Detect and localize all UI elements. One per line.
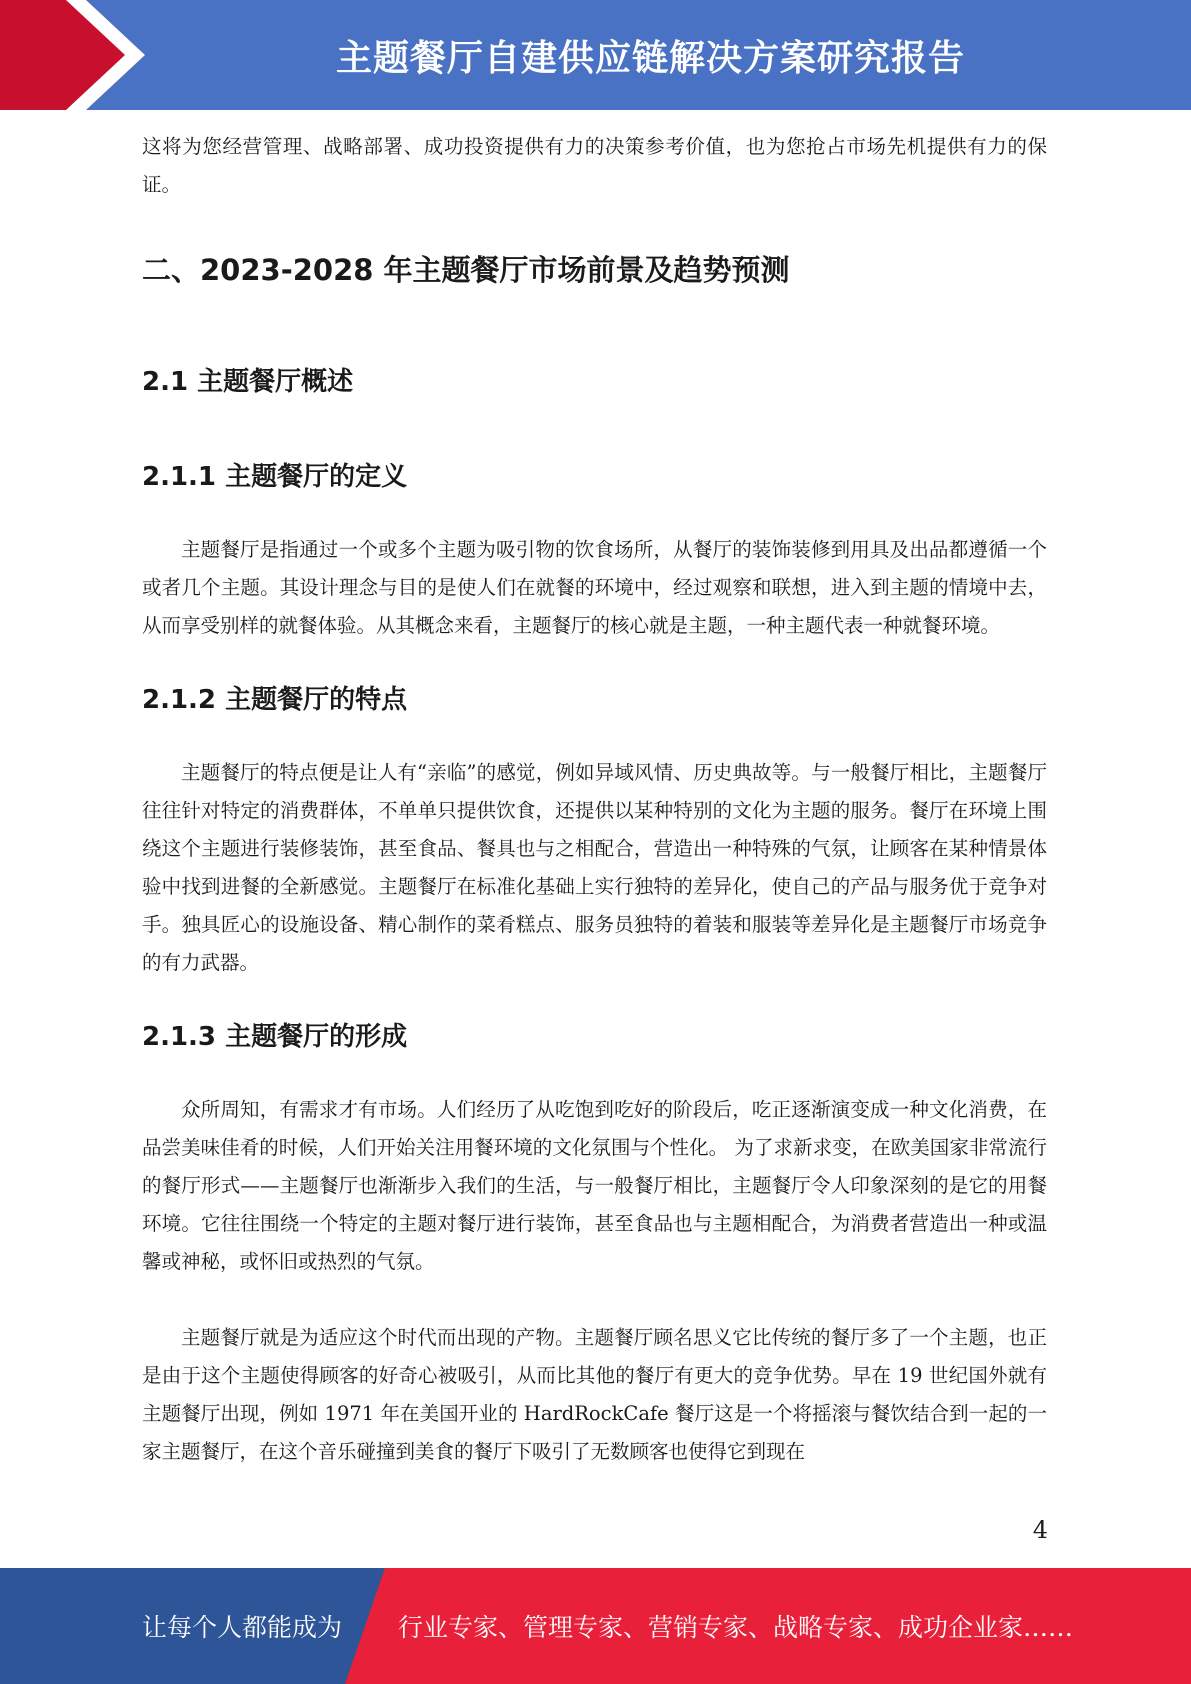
page-content bbox=[142, 128, 1047, 1471]
intro-paragraph: 这将为您经营管理、战略部署、成功投资提供有力的决策参考价值，也为您抢占市场先机提供有力的保证。 bbox=[142, 135, 1047, 196]
footer-slogan-right: 行业专家、管理专家、营销专家、战略专家、成功企业家…… bbox=[398, 1613, 1074, 1642]
section-heading: 二、2023-2028 年主题餐厅市场前景及趋势预测 bbox=[142, 253, 790, 287]
page-number: 4 bbox=[1032, 1516, 1048, 1544]
footer-slogan-left: 让每个人都能成为 bbox=[142, 1613, 343, 1642]
definition-paragraph: 主题餐厅是指通过一个或多个主题为吸引物的饮食场所，从餐厅的装饰装修到用具及出品都遵循一个或者几个主题。其设计理念与目的是使人们在就餐的环境中，经过观察和联想，进入到主题的情境中去，从而享受别样的就餐体验。从其概念来看，主题餐厅的核心就是主题，一种主题代表一种就餐环境。 bbox=[142, 538, 1047, 637]
page-footer bbox=[0, 1568, 1191, 1684]
report-title: 主题餐厅自建供应链解决方案研究报告 bbox=[335, 37, 965, 79]
subsubsection-heading-features: 2.1.2 主题餐厅的特点 bbox=[142, 685, 408, 715]
formation-paragraph-2: 主题餐厅就是为适应这个时代而出现的产物。主题餐厅顾名思义它比传统的餐厅多了一个主题，也正是由于这个主题使得顾客的好奇心被吸引，从而比其他的餐厅有更大的竞争优势。早在 19 世纪国外就有主题餐厅出现，例如 1971 年在美国开业的 HardRockCafe 餐厅这是一个将摇滚与餐饮结合到一起的一家主题餐厅，在这个音乐碰撞到美食的餐厅下吸引了无数顾客也使得它到现在 bbox=[142, 1326, 1047, 1463]
subsection-heading: 2.1 主题餐厅概述 bbox=[142, 367, 354, 397]
subsubsection-heading-formation: 2.1.3 主题餐厅的形成 bbox=[142, 1022, 408, 1052]
subsubsection-heading-definition: 2.1.1 主题餐厅的定义 bbox=[142, 462, 408, 492]
features-paragraph: 主题餐厅的特点便是让人有“亲临”的感觉，例如异域风情、历史典故等。与一般餐厅相比，主题餐厅往往针对特定的消费群体，不单单只提供饮食，还提供以某种特别的文化为主题的服务。餐厅在环境上围绕这个主题进行装修装饰，甚至食品、餐具也与之相配合，营造出一种特殊的气氛，让顾客在某种情景体验中找到进餐的全新感觉。主题餐厅在标准化基础上实行独特的差异化，使自己的产品与服务优于竞争对手。独具匠心的设施设备、精心制作的菜肴糕点、服务员独特的着装和服装等差异化是主题餐厅市场竞争的有力武器。 bbox=[142, 761, 1047, 974]
header-chevron-icon bbox=[0, 0, 160, 110]
formation-paragraph-1: 众所周知，有需求才有市场。人们经历了从吃饱到吃好的阶段后，吃正逐渐演变成一种文化消费，在品尝美味佳肴的时候，人们开始关注用餐环境的文化氛围与个性化。 为了求新求变，在欧美国家非常流行的餐厅形式——主题餐厅也渐渐步入我们的生活，与一般餐厅相比，主题餐厅令人印象深刻的是它的用餐环境。它往往围绕一个特定的主题对餐厅进行装饰，甚至食品也与主题相配合，为消费者营造出一种或温馨或神秘，或怀旧或热烈的气氛。 bbox=[142, 1098, 1047, 1273]
page-header bbox=[0, 0, 1191, 110]
